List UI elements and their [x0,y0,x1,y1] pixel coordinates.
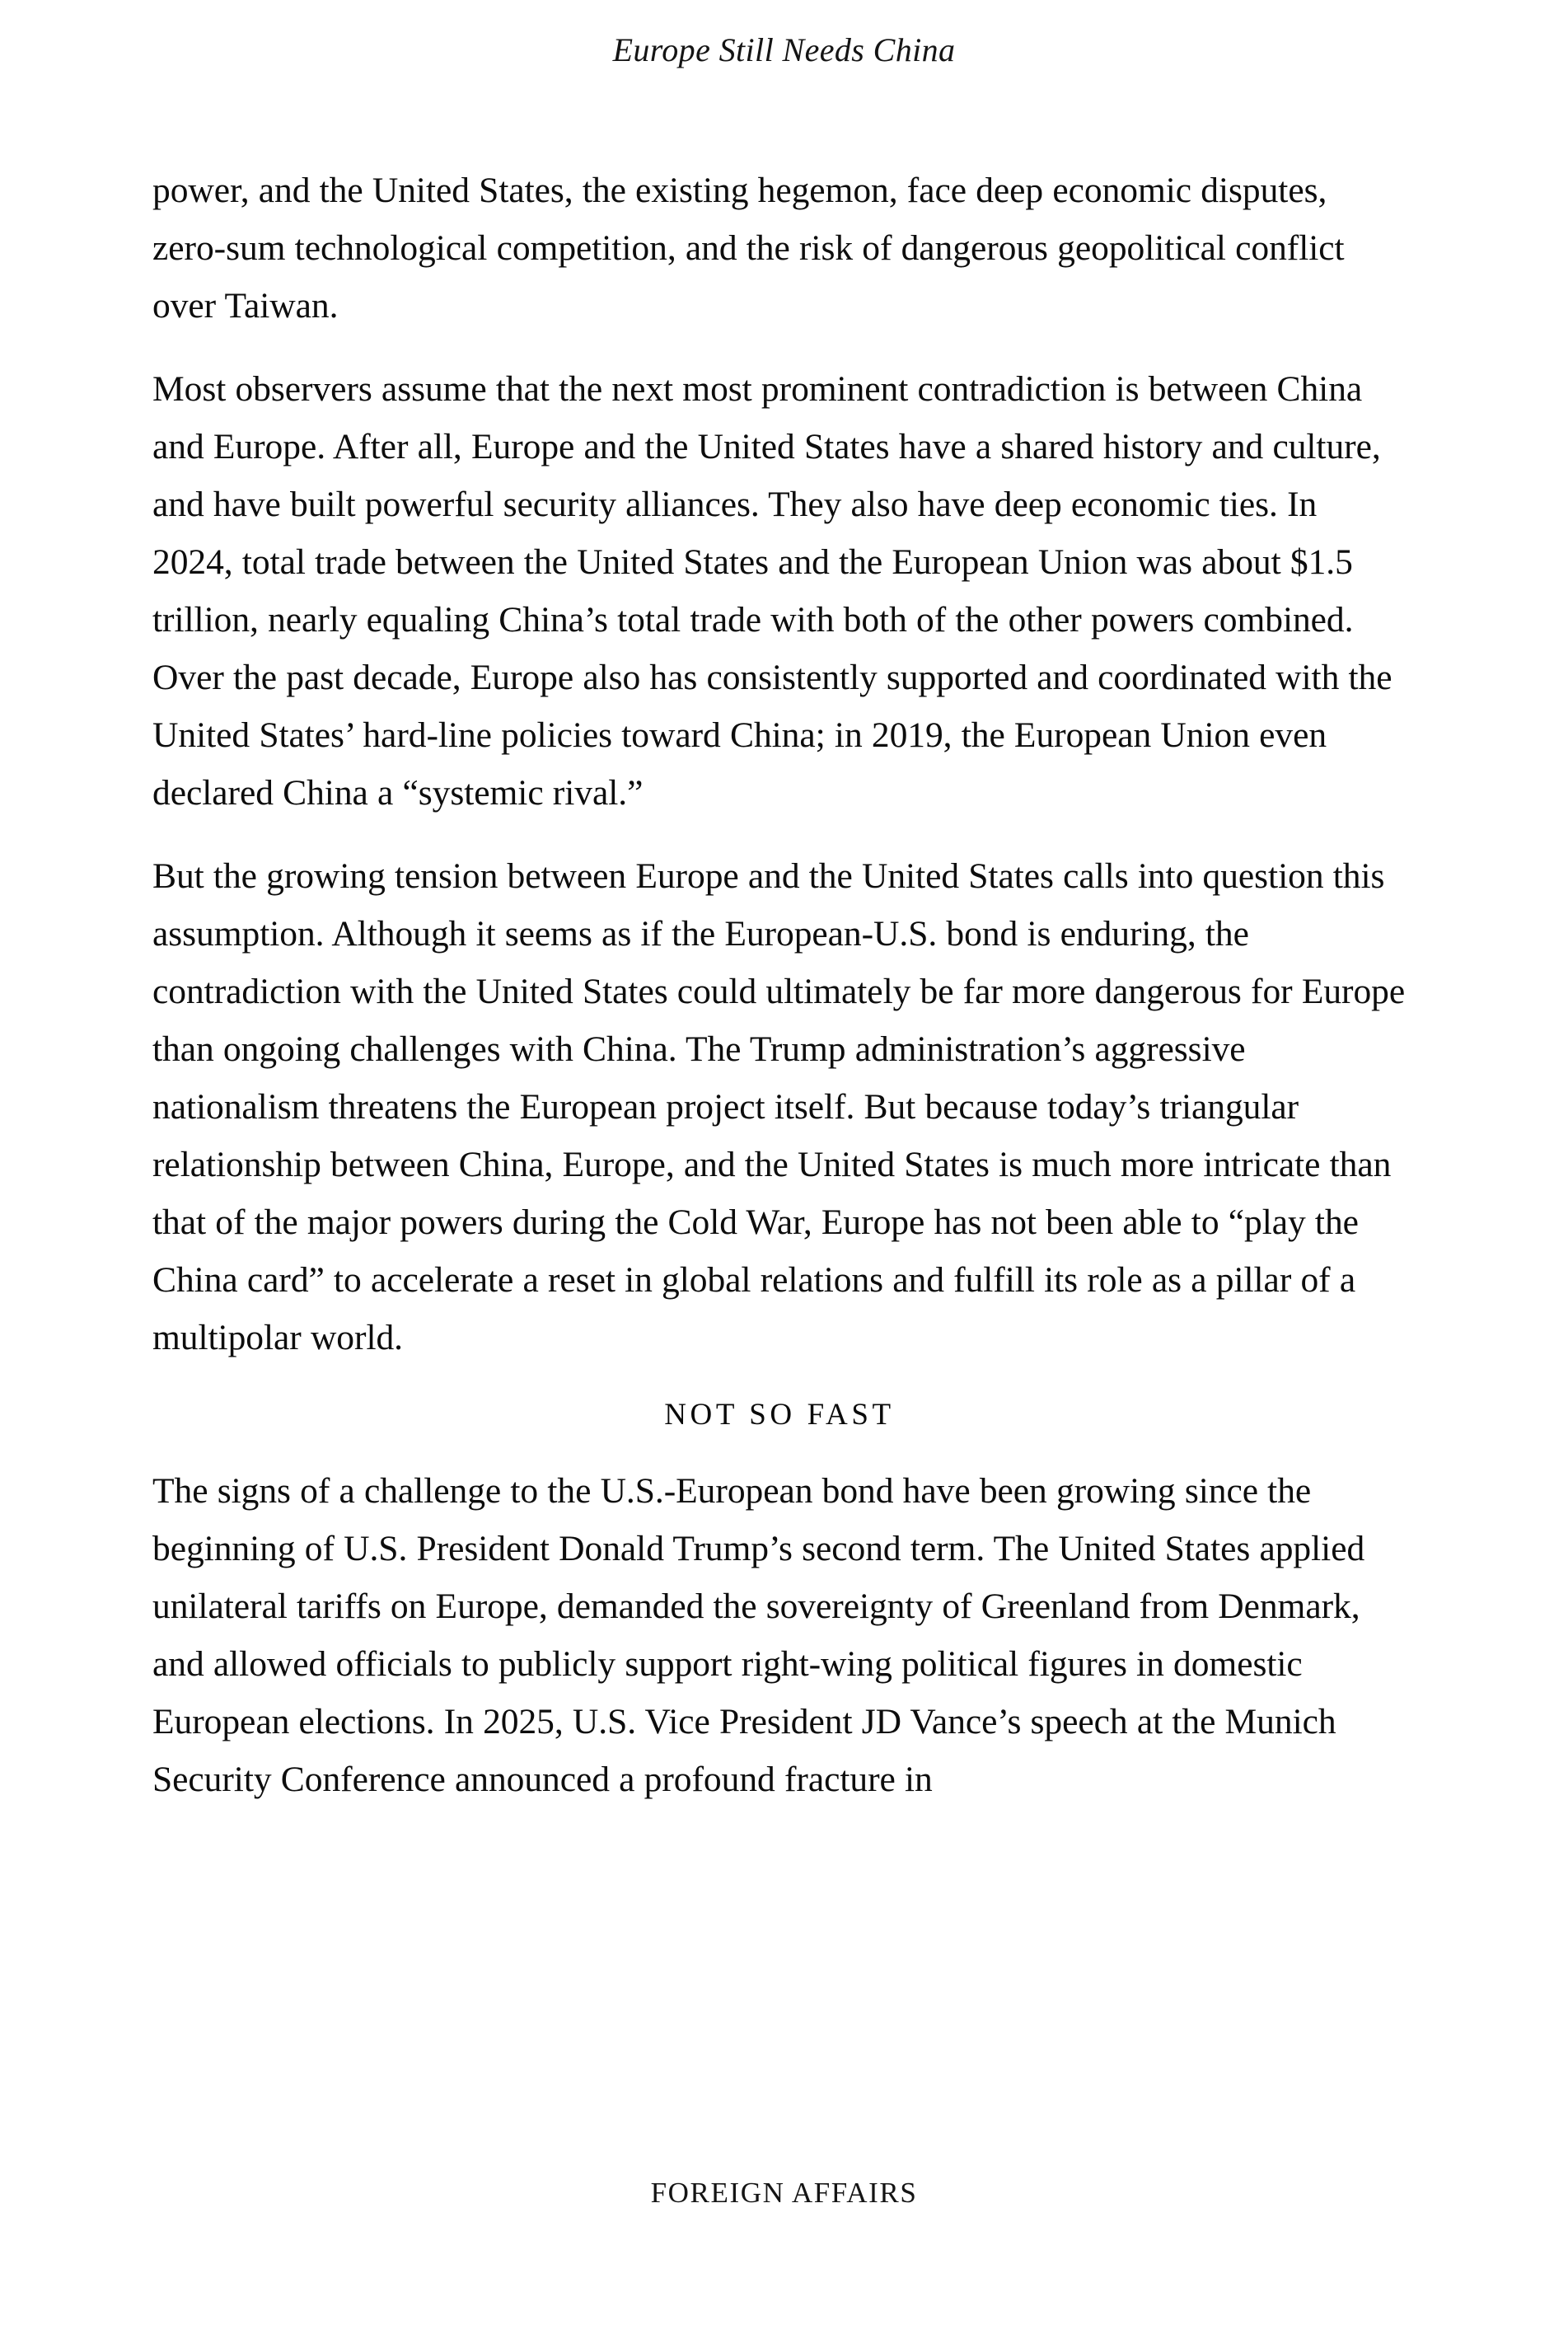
body-paragraph: The signs of a challenge to the U.S.-European bond have been growing since the beginning of U.S. President Donald Trump’s second term. The United States applied unilateral tariffs on Europe, demanded the sovereignty of Greenland from Denmark, and allowed officials to publicly support right-wing political figures in domestic European elections. In 2025, U.S. Vice President JD Vance’s speech at the Munich Security Conference announced a profound fracture in [152,1471,1365,1799]
page-footer: FOREIGN AFFAIRS [650,2177,918,2209]
running-header: Europe Still Needs China [612,31,956,68]
body-paragraph: power, and the United States, the existing hegemon, face deep economic disputes, zero-sum technological competition, and the risk of dangerous geopolitical conflict over Taiwan. [152,171,1345,326]
section-heading: NOT SO FAST [664,1398,895,1432]
text-column [152,162,1407,1808]
body-paragraph: But the growing tension between Europe and the United States calls into question this assumption. Although it seems as if the European-U.S. bond is enduring, the contradiction with the United States could ultimately be far more dangerous for Europe than ongoing challenges with China. The Trump administration’s aggressive nationalism threatens the European project itself. But because today’s triangular relationship between China, Europe, and the United States is much more intricate than that of the major powers during the Cold War, Europe has not been able to “play the China card” to accelerate a reset in global relations and fulfill its role as a pillar of a multipolar world. [152,856,1406,1357]
body-paragraph: Most observers assume that the next most prominent contradiction is between China and Europe. After all, Europe and the United States have a shared history and culture, and have built powerful security alliances. They also have deep economic ties. In 2024, total trade between the United States and the European Union was about $1.5 trillion, nearly equaling China’s total trade with both of the other powers combined. Over the past decade, Europe also has consistently supported and coordinated with the United States’ hard-line policies toward China; in 2019, the European Union even declared China a “systemic rival.” [152,369,1392,813]
